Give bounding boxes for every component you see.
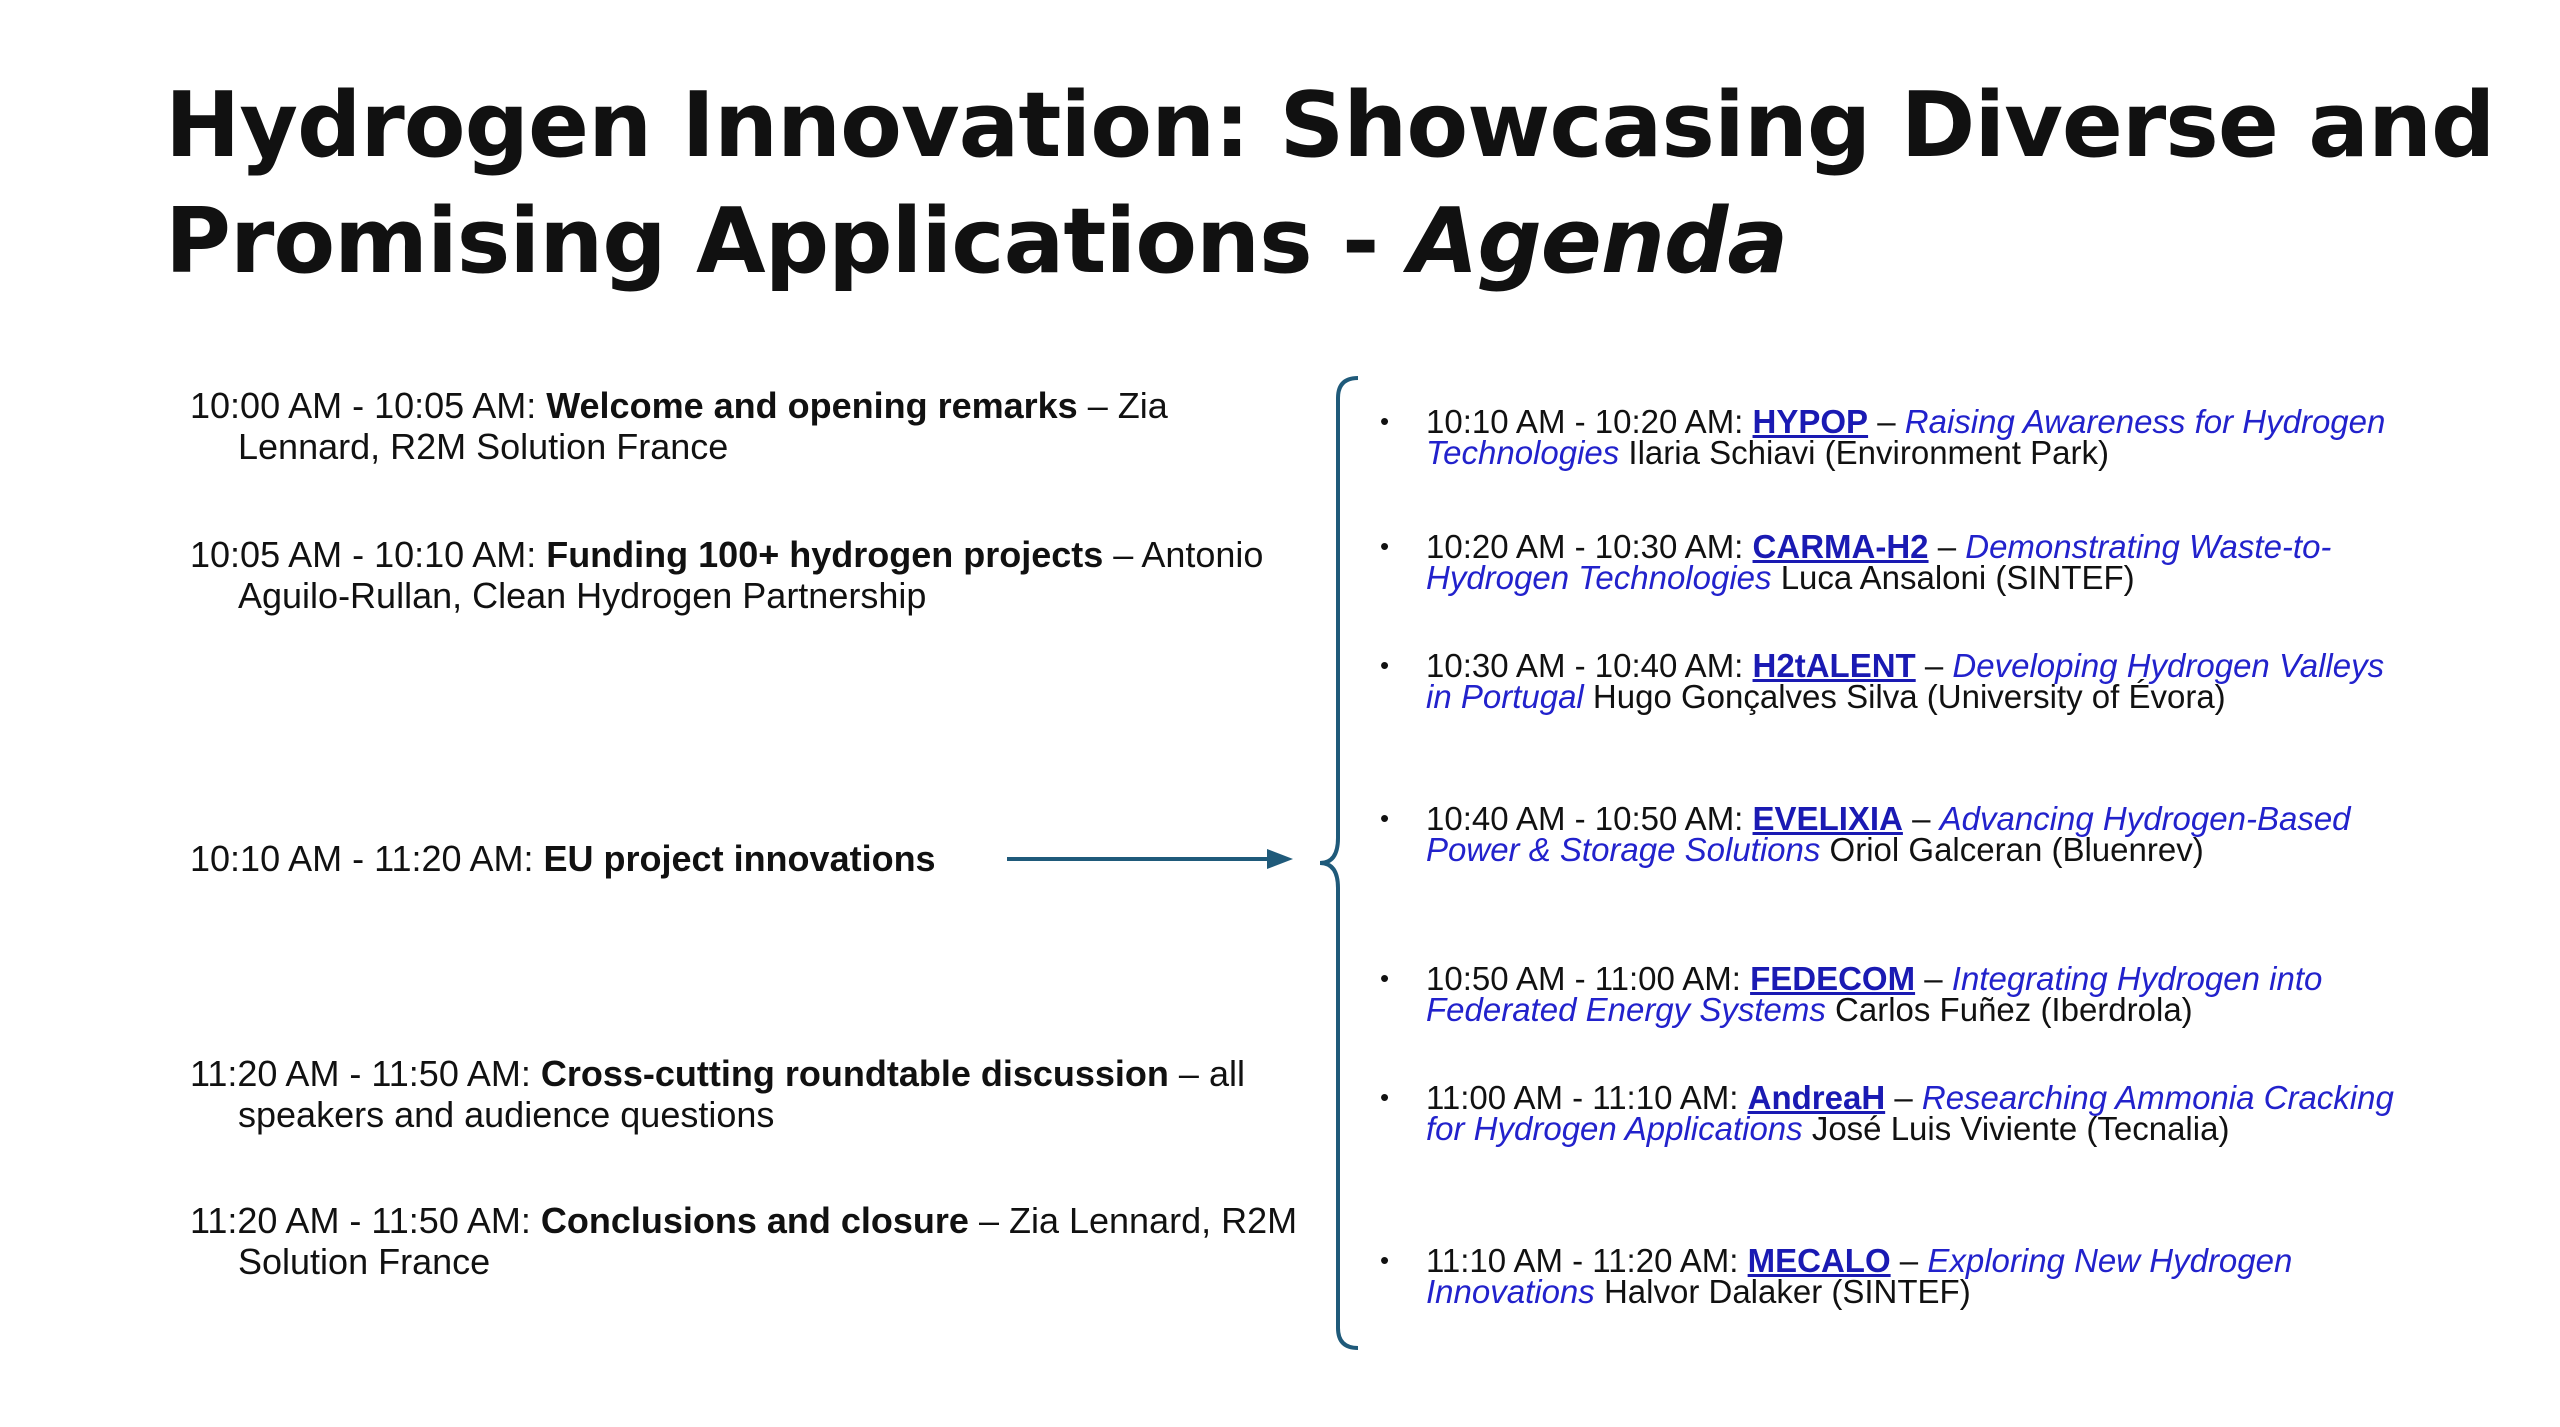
project-speaker: Ilaria Schiavi (Environment Park) — [1619, 434, 2109, 471]
bullet: • — [1380, 803, 1390, 833]
agenda-time: 11:20 AM - 11:50 AM: — [190, 1200, 541, 1241]
project-item-fedecom — [1380, 960, 2410, 1028]
agenda-details: – Zia Lennard, R2M Solution France — [238, 385, 1168, 467]
project-link-h2talent[interactable]: H2tALENT — [1752, 647, 1916, 684]
title-line-2-prefix: Promising Applications - — [165, 189, 1409, 294]
title-line-1: Hydrogen Innovation: Showcasing Diverse and — [165, 73, 2495, 178]
project-topic: Raising Awareness for Hydrogen Technologies — [1426, 403, 2386, 471]
agenda-details: – Zia Lennard, R2M Solution France — [238, 1200, 1298, 1282]
project-time: 10:40 AM - 10:50 AM: — [1426, 800, 1753, 837]
project-topic: Exploring New Hydrogen Innovations — [1426, 1242, 2293, 1310]
agenda-item-welcome — [190, 385, 1318, 467]
project-topic: Researching Ammonia Cracking for Hydrogen Applications — [1426, 1079, 2394, 1147]
project-dash: – — [1890, 1242, 1928, 1279]
project-speaker: Oriol Galceran (Bluenrev) — [1820, 831, 2204, 868]
project-link-evelixia[interactable]: EVELIXIA — [1752, 800, 1903, 837]
project-time: 10:30 AM - 10:40 AM: — [1426, 647, 1753, 684]
bullet: • — [1380, 963, 1390, 993]
title-line-2 — [165, 184, 2465, 300]
bullet: • — [1380, 406, 1390, 436]
arrow-right-icon — [1005, 844, 1305, 874]
project-item-mecalo — [1380, 1242, 2410, 1310]
agenda-heading: EU project innovations — [543, 838, 936, 879]
agenda-heading: Cross-cutting roundtable discussion — [540, 1053, 1169, 1094]
project-item-hypop — [1380, 403, 2410, 471]
project-time: 10:50 AM - 11:00 AM: — [1426, 960, 1751, 997]
agenda-item-funding — [190, 534, 1318, 616]
project-topic: Developing Hydrogen Valleys in Portugal — [1426, 647, 2385, 715]
agenda-time: 10:05 AM - 10:10 AM: — [190, 534, 547, 575]
project-dash: – — [1868, 403, 1905, 440]
project-link-andreah[interactable]: AndreaH — [1747, 1079, 1886, 1116]
bullet: • — [1380, 531, 1390, 561]
project-dash: – — [1885, 1079, 1922, 1116]
agenda-item-roundtable — [190, 1053, 1318, 1135]
project-item-evelixia — [1380, 800, 2410, 868]
curly-brace-icon — [1318, 372, 1378, 1354]
project-dash: – — [1915, 647, 1953, 684]
project-link-fedecom[interactable]: FEDECOM — [1750, 960, 1916, 997]
project-time: 11:10 AM - 11:20 AM: — [1426, 1242, 1748, 1279]
agenda-heading: Funding 100+ hydrogen projects — [546, 534, 1104, 575]
project-time: 10:10 AM - 10:20 AM: — [1426, 403, 1753, 440]
bullet: • — [1380, 1245, 1390, 1275]
bullet: • — [1380, 1082, 1390, 1112]
project-item-h2talent — [1380, 647, 2410, 715]
agenda-item-closure — [190, 1200, 1318, 1282]
project-speaker: José Luis Viviente (Tecnalia) — [1802, 1110, 2230, 1147]
project-item-andreah — [1380, 1079, 2410, 1147]
agenda-heading: Conclusions and closure — [540, 1200, 969, 1241]
project-topic: Integrating Hydrogen into Federated Energy Systems — [1426, 960, 2323, 1028]
slide-title — [165, 68, 2495, 300]
project-topic: Demonstrating Waste-to-Hydrogen Technologies — [1426, 528, 2332, 596]
agenda-details: – Antonio Aguilo-Rullan, Clean Hydrogen Partnership — [238, 534, 1264, 616]
project-item-carma-h2 — [1380, 528, 2410, 596]
agenda-details: – all speakers and audience questions — [238, 1053, 1245, 1135]
project-dash: – — [1902, 800, 1940, 837]
agenda-time: 10:10 AM - 11:20 AM: — [190, 838, 544, 879]
project-dash: – — [1928, 528, 1966, 565]
project-topic: Advancing Hydrogen-Based Power & Storage Solutions — [1426, 800, 2351, 868]
project-time: 11:00 AM - 11:10 AM: — [1426, 1079, 1748, 1116]
project-speaker: Halvor Dalaker (SINTEF) — [1594, 1273, 1971, 1310]
project-speaker: Carlos Fuñez (Iberdrola) — [1825, 991, 2193, 1028]
title-agenda: Agenda — [1408, 189, 1788, 294]
project-link-carma-h2[interactable]: CARMA-H2 — [1752, 528, 1929, 565]
agenda-time: 11:20 AM - 11:50 AM: — [190, 1053, 541, 1094]
agenda-time: 10:00 AM - 10:05 AM: — [190, 385, 547, 426]
project-dash: – — [1915, 960, 1952, 997]
project-speaker: Luca Ansaloni (SINTEF) — [1771, 559, 2135, 596]
project-time: 10:20 AM - 10:30 AM: — [1426, 528, 1753, 565]
project-speaker: Hugo Gonçalves Silva (University of Évora) — [1583, 678, 2226, 715]
project-link-mecalo[interactable]: MECALO — [1747, 1242, 1891, 1279]
bullet: • — [1380, 650, 1390, 680]
agenda-heading: Welcome and opening remarks — [546, 385, 1078, 426]
project-link-hypop[interactable]: HYPOP — [1752, 403, 1869, 440]
